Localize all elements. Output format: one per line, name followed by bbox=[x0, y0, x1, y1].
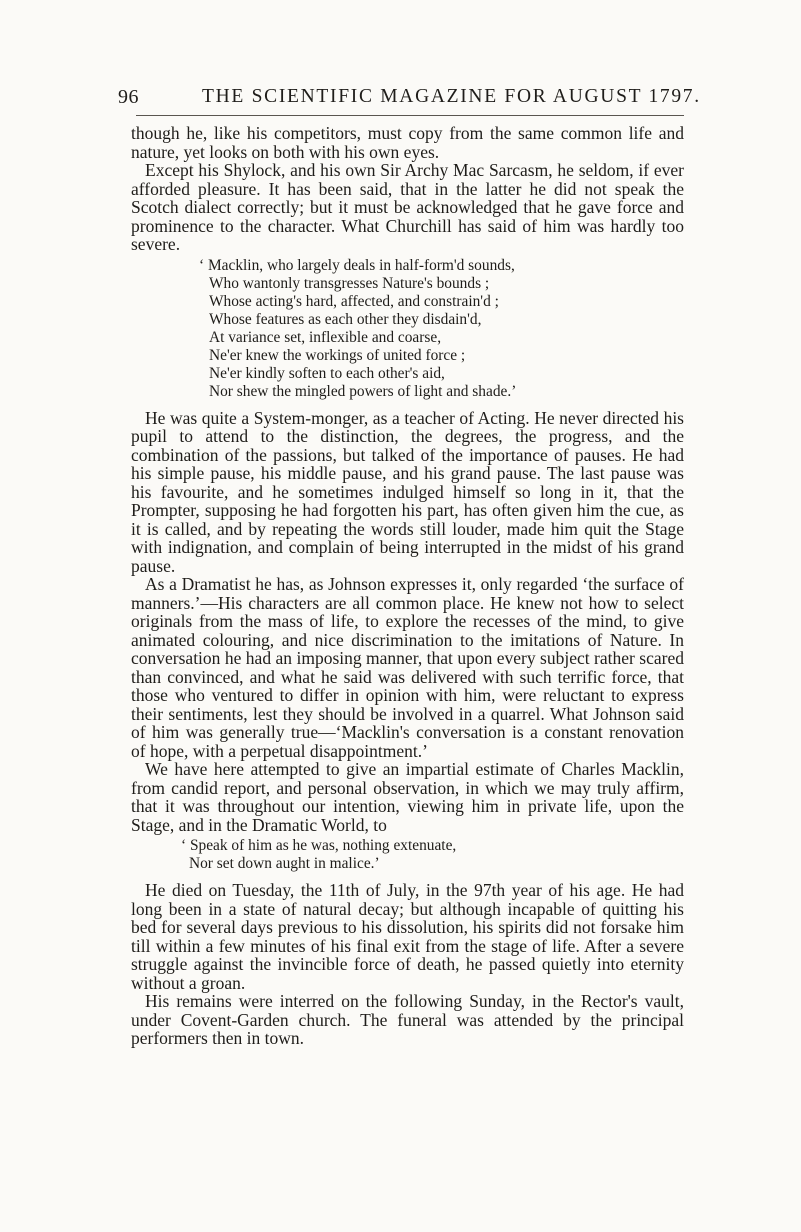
article-body bbox=[131, 124, 684, 1048]
header-rule bbox=[136, 115, 684, 116]
paragraph: He was quite a System-monger, as a teacher of Acting. He never directed his pupil to attend to the distinction, the degrees, the progress, and the combination of the passions, but talked of the importance of pauses. He had his simple pause, his middle pause, and his grand pause. The last pause was his favourite, and he sometimes indulged himself so long in it, that the Prompter, supposing he had forgotten his part, has often given him the cue, as it is called, and by repeating the words still louder, made him quit the Stage with indignation, and complain of being interrupted in the midst of his grand pause. bbox=[131, 407, 684, 576]
paragraph: though he, like his competitors, must copy from the same common life and nature, yet looks on both with his own eyes. bbox=[131, 123, 684, 162]
verse-line: Nor shew the mingled powers of light and shade.’ bbox=[209, 382, 517, 400]
verse-line: Nor set down aught in malice.’ bbox=[189, 855, 380, 872]
verse-line: Who wantonly transgresses Nature's bounds ; bbox=[209, 274, 490, 292]
paragraph: Except his Shylock, and his own Sir Archy Mac Sarcasm, he seldom, if ever afforded pleasure. It has been said, that in the latter he did not speak the Scotch dialect correctly; but it must be acknowledged that he gave force and prominence to the character. What Churchill has said of him was hardly too severe. bbox=[131, 160, 684, 254]
verse-quote-shakespeare bbox=[131, 837, 684, 873]
paragraph: He died on Tuesday, the 11th of July, in the 97th year of his age. He had long been in a state of natural decay; but although incapable of quitting his bed for several days previous to his dissolution, his spirits did not forsake him till within a few minutes of his final exit from the stage of life. After a severe struggle against the invincible force of death, he passed quietly into eternity without a groan. bbox=[131, 880, 684, 993]
verse-line: At variance set, inflexible and coarse, bbox=[209, 328, 442, 346]
verse-line: ‘ Macklin, who largely deals in half-form'd sounds, bbox=[199, 256, 515, 274]
running-title: THE SCIENTIFIC MAGAZINE FOR AUGUST 1797. bbox=[202, 86, 701, 107]
verse-line: Whose acting's hard, affected, and constrain'd ; bbox=[209, 292, 499, 310]
paragraph: As a Dramatist he has, as Johnson expresses it, only regarded ‘the surface of manners.’—His characters are all common place. He knew not how to select originals from the mass of life, to explore the recesses of the mind, to give animated colouring, and nice discrimination to the imitations of Nature. In conversation he had an imposing manner, that upon every subject rather scared than convinced, and what he said was delivered with such terrific force, that those who ventured to differ in opinion with him, were reluctant to express their sentiments, lest they should be involved in a quarrel. What Johnson said of him was generally true—‘Macklin's conversation is a constant renovation of hope, with a perpetual disappointment.’ bbox=[131, 574, 684, 761]
verse-line: ‘ Speak of him as he was, nothing extenuate, bbox=[181, 837, 457, 854]
paragraph: We have here attempted to give an impartial estimate of Charles Macklin, from candid report, and personal observation, in which we may truly affirm, that it was throughout our intention, viewing him in private life, upon the Stage, and in the Dramatic World, to bbox=[131, 759, 684, 835]
verse-quote-churchill bbox=[131, 257, 684, 401]
page-number: 96 bbox=[118, 86, 139, 108]
verse-line: Whose features as each other they disdain'd, bbox=[209, 310, 482, 328]
verse-line: Ne'er knew the workings of united force ; bbox=[209, 346, 466, 364]
verse-line: Ne'er kindly soften to each other's aid, bbox=[209, 364, 445, 382]
paragraph: His remains were interred on the following Sunday, in the Rector's vault, under Covent-Garden church. The funeral was attended by the principal performers then in town. bbox=[131, 991, 684, 1048]
page-header bbox=[118, 86, 701, 116]
